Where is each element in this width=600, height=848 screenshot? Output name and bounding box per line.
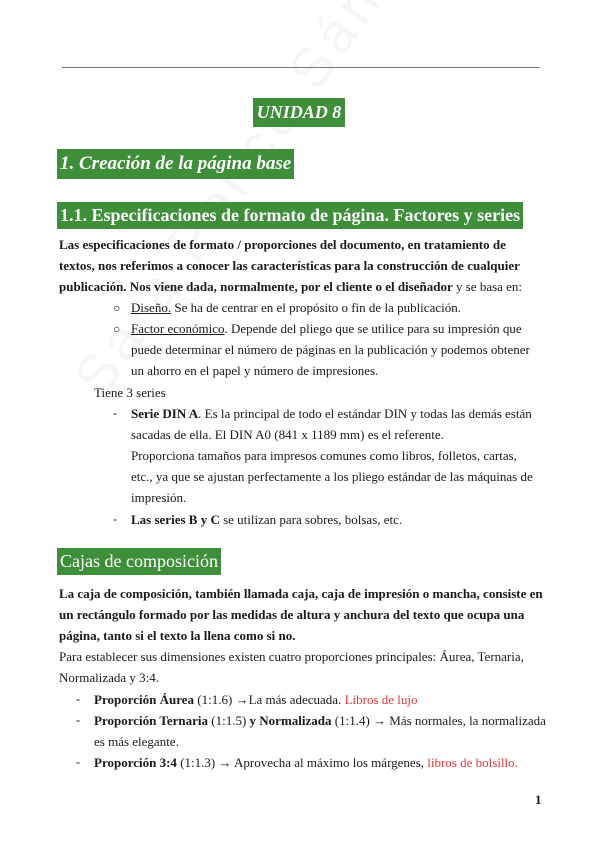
intro-line-2: textos, nos referimos a conocer las características para la construcción de cualquier <box>59 258 520 273</box>
cajas-line-4: Para establecer sus dimensiones existen cuatro proporciones principales: Áurea, Ternaria, <box>59 649 524 664</box>
serie-din-a-text-2: sacadas de ella. El DIN A0 (841 x 1189 mm) es el referente. <box>131 427 444 442</box>
factor-diseno-text: Se ha de centrar en el propósito o fin de la publicación. <box>171 300 461 315</box>
factor-economico-text-2: puede determinar el número de páginas en la publicación y podemos obtener <box>131 342 530 357</box>
proporcion-aurea-label: Proporción Áurea <box>94 692 195 707</box>
factor-economico <box>131 318 522 339</box>
page-number: 1 <box>535 792 542 807</box>
dash-bullet: - <box>76 755 80 769</box>
dash-bullet: - <box>76 713 80 727</box>
proporcion-3-4-ratio: (1:1.3) <box>176 755 219 770</box>
intro-line-1: Las especificaciones de formato / proporciones del documento, en tratamiento de <box>59 237 506 252</box>
factor-economico-label: Factor económico <box>131 321 225 336</box>
proporcion-3-4 <box>94 752 518 773</box>
serie-din-a-text-3: Proporciona tamaños para impresos comunes como libros, folletos, cartas, <box>131 448 517 463</box>
proporcion-ternaria-label: Proporción Ternaria <box>94 713 208 728</box>
factor-economico-text-1: . Depende del pliego que se utilice para su impresión que <box>224 321 522 336</box>
serie-din-a <box>131 403 532 424</box>
unit-title: UNIDAD 8 <box>253 98 345 127</box>
intro-line-3-tail: y se basa en: <box>452 279 523 294</box>
factor-diseno-label: Diseño. <box>131 300 172 315</box>
series-b-c-text: se utilizan para sobres, bolsas, etc. <box>219 512 403 527</box>
serie-din-a-text-4: etc., ya que se ajustan perfectamente a los pliego estándar de las máquinas de <box>131 469 533 484</box>
dash-bullet: - <box>76 692 80 706</box>
proporcion-ternaria-ratio: (1:1.5) <box>208 713 250 728</box>
proporcion-ternaria-text-2: es más elegante. <box>94 734 179 749</box>
series-b-c-label: Las series B y C <box>131 512 220 527</box>
series-b-c <box>131 509 402 530</box>
proporcion-normalizada-ratio: (1:1.4) <box>331 713 374 728</box>
intro-line-3 <box>59 276 522 297</box>
cajas-line-1: La caja de composición, también llamada caja, caja de impresión o mancha, consiste en <box>59 586 543 601</box>
proporcion-aurea <box>94 689 418 710</box>
cajas-line-2: un rectángulo formado por las medidas de altura y anchura del texto que ocupa una <box>59 607 525 622</box>
intro-line-3-bold: publicación. Nos viene dada, normalmente, por el cliente o el diseñador <box>59 279 453 294</box>
proporcion-3-4-highlight: libros de bolsillo. <box>427 755 518 770</box>
proporcion-aurea-highlight: Libros de lujo <box>344 692 418 707</box>
proporcion-ternaria-text-1: → Más normales, la normalizada <box>373 713 546 728</box>
proporcion-ternaria <box>94 710 546 731</box>
circle-bullet-icon: ○ <box>113 322 121 336</box>
subsection-title-formato: 1.1. Especificaciones de formato de página. Factores y series <box>57 202 523 229</box>
proporcion-aurea-ratio: (1:1.6) <box>194 692 236 707</box>
cajas-line-5: Normalizada y 3:4. <box>59 670 159 685</box>
circle-bullet-icon: ○ <box>113 301 121 315</box>
serie-din-a-text-1: . Es la principal de todo el estándar DIN y todas las demás están <box>198 406 532 421</box>
cajas-line-3: página, tanto si el texto la llena como si no. <box>59 628 296 643</box>
proporcion-and: y <box>249 713 257 728</box>
factor-economico-text-3: un ahorro en el papel y número de impresiones. <box>131 363 379 378</box>
factor-diseno <box>131 297 461 318</box>
dash-bullet: - <box>113 406 117 420</box>
subsection-title-cajas: Cajas de composición <box>57 548 221 575</box>
proporcion-aurea-text: →La más adecuada. <box>235 692 345 707</box>
section-title: 1. Creación de la página base <box>57 149 294 179</box>
serie-din-a-label: Serie DIN A <box>131 406 199 421</box>
proporcion-3-4-label: Proporción 3:4 <box>94 755 177 770</box>
dash-bullet: - <box>113 512 117 526</box>
proporcion-normalizada-label: Normalizada <box>256 713 332 728</box>
serie-din-a-text-5: impresión. <box>131 490 187 505</box>
series-intro: Tiene 3 series <box>94 385 166 400</box>
proporcion-3-4-text: → Aprovecha al máximo los márgenes, <box>218 755 428 770</box>
